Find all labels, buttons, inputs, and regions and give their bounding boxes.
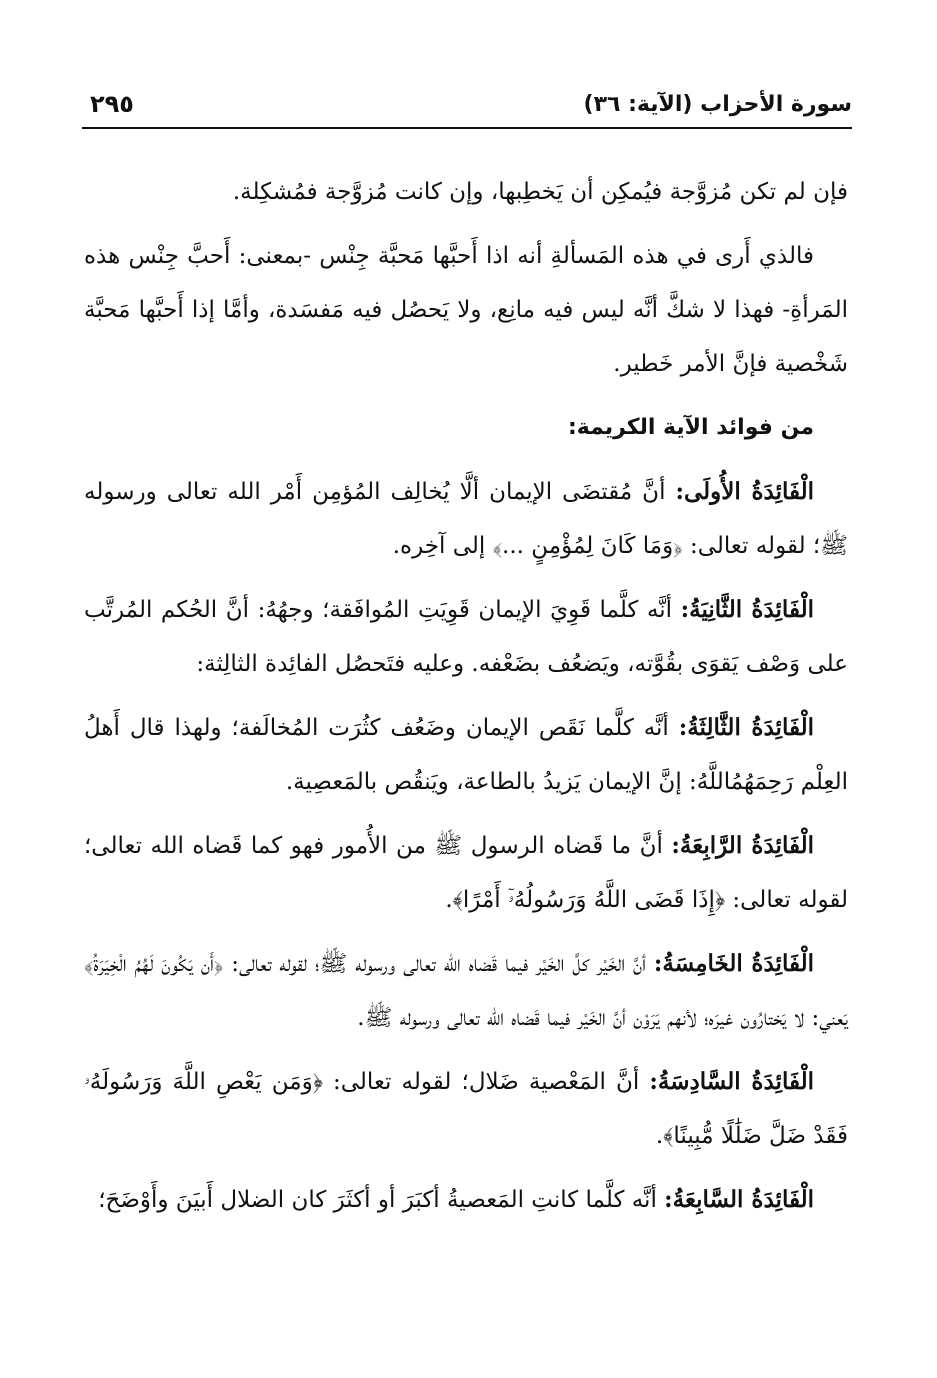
quran-quote: ﴿أَن يَكُونَ لَهُمُ الْخِيَرَةُ﴾	[84, 951, 224, 977]
benefit-text: أنَّ ما قَضاه الرسول ﷺ من الأُمور فهو كما قَضاه الله تعالى؛ لقوله تعالى:	[84, 833, 848, 913]
paragraph: فإن لم تكن مُزوَّجة فيُمكِن أن يَخطِبها، وإن كانت مُزوَّجة فمُشكِلة.	[232, 179, 848, 205]
benefit-label: الْفَائِدَةُ السَّابِعَةُ:	[664, 1186, 814, 1213]
benefit-paragraph	[84, 819, 848, 927]
page-body	[84, 165, 848, 1237]
benefit-text-tail: إلى آخِره.	[392, 533, 493, 559]
benefit-paragraph	[84, 701, 848, 809]
benefit-paragraph	[84, 937, 848, 1045]
benefit-text-tail: .	[445, 887, 453, 913]
benefit-text: أنَّه كلَّما كانتِ المَعصيةُ أكبَرَ أو أكثَرَ كان الضلال أَبيَنَ وأَوْضَحَ؛	[98, 1187, 665, 1213]
page-number: ٢٩٥	[90, 90, 134, 118]
running-title: سورة الأحزاب (الآية: ٣٦)	[583, 92, 852, 117]
benefit-label: الْفَائِدَةُ الثَّالِثَةُ:	[678, 714, 814, 741]
benefit-text-tail: .	[655, 1123, 664, 1149]
benefit-text: أنَّ المَعْصية ضَلال؛ لقوله تعالى:	[322, 1069, 650, 1095]
benefit-text: أنَّه كلَّما نَقَص الإيمان وضَعُف كثُرَت المُخالَفة؛ ولهذا قال أَهلُ العِلْم رَحِمَهُمُاللَّهُ: إنَّ الإيمان يَزيدُ بالطاعة، ويَنقُص بالمَعصِية.	[84, 715, 848, 795]
benefit-label: الْفَائِدَةُ الثَّانِيَةُ:	[680, 596, 814, 623]
quran-quote: ﴿إِذَا قَضَى اللَّهُ وَرَسُولُهُۥٓ أَمْرًا﴾	[452, 887, 726, 913]
quran-quote: ﴿وَمَا كَانَ لِمُؤْمِنٍ ...﴾	[492, 533, 683, 559]
benefit-paragraph	[84, 465, 848, 573]
benefit-label: الْفَائِدَةُ الخَامِسَةُ:	[653, 950, 814, 977]
benefit-label: الْفَائِدَةُ الأُولَى:	[675, 478, 815, 505]
benefit-label: الْفَائِدَةُ السَّادِسَةُ:	[649, 1068, 814, 1095]
benefit-paragraph	[84, 1173, 848, 1227]
benefit-paragraph	[84, 1055, 848, 1163]
benefit-paragraph	[84, 583, 848, 691]
quran-quote: ﴿وَمَن يَعْصِ اللَّهَ وَرَسُولَهُۥ فَقَدْ ضَلَّ ضَلَٰلًا مُّبِينًا﴾	[84, 1069, 848, 1149]
benefit-text: أنَّ مُقتضَى الإيمان ألَّا يُخالِف المُؤمِن أَمْر الله تعالى ورسوله ﷺ؛ لقوله تعالى:	[84, 479, 848, 559]
page-header	[82, 84, 852, 128]
paragraph: فالذي أَرى في هذه المَسألةِ أنه اذا أَحبَّها مَحبَّة جِنْس -بمعنى: أَحبَّ جِنْس هذه المَرأةِ- فهذا لا شكَّ أنَّه ليس فيه مانِع، ولا يَحصُل فيه مَفسَدة، وأمَّا إذا أَحبَّها مَحبَّة شَخْصية فإنَّ الأمر خَطير.	[84, 243, 848, 377]
section-heading: من فوائد الآية الكريمة:	[567, 415, 814, 440]
benefit-text-tail: يَعني: لا يَختارُون غيرَه؛ لأنهم يَرَوْن أنَّ الخَيْر فيما قَضاه الله تعالى ورسوله ﷺ.	[357, 1005, 848, 1031]
benefit-label: الْفَائِدَةُ الرَّابِعَةُ:	[671, 832, 814, 859]
header-divider	[82, 127, 852, 129]
benefit-text: أنَّ الخَيْر كلَّ الخَيْر فيما قَضاه الله تعالى ورسوله ﷺ؛ لقوله تعالى:	[223, 951, 654, 977]
benefit-text: أنَّه كلَّما قَوِيَ الإيمان قَوِيَتِ المُوافَقة؛ وجهُهُ: أنَّ الحُكم المُرتَّب على وَصْف يَقوَى بقُوَّته، ويَضعُف بضَعْفه. وعليه فتَحصُل الفائِدة الثالِثة:	[84, 597, 848, 677]
